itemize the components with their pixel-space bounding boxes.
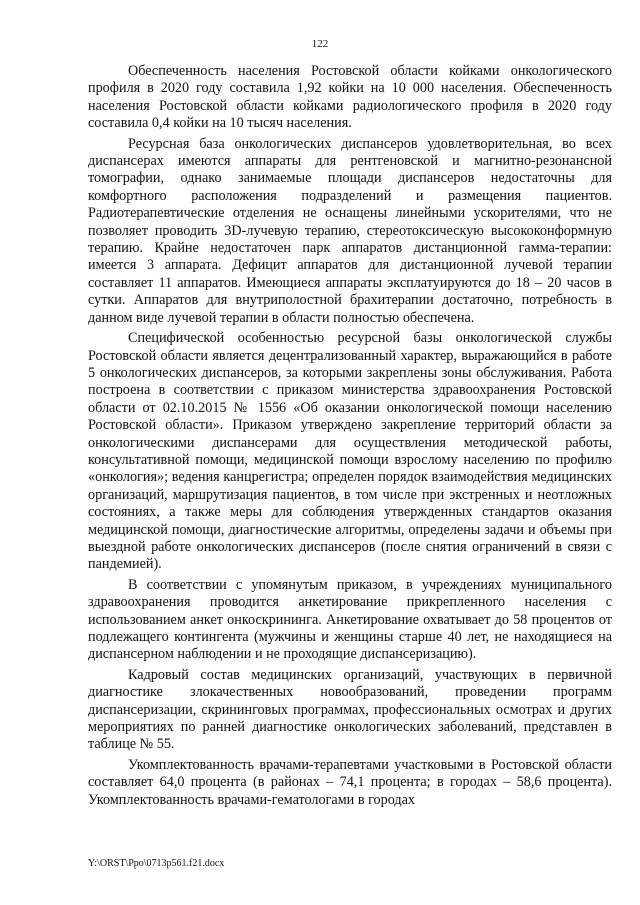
paragraph-resource-base: Ресурсная база онкологических диспансеров удовлетворительная, во всех диспансерах имеются аппараты для рентгеновской и магнитно-резонансной томографии, однако занимаемые площади диспансеров недостаточны для комфортного расположения подразделений и размещения пациентов. Радиотерапевтические отделения не оснащены линейными ускорителями, что не позволяет проводить 3D-лучевую терапию, стереотоксическую высококонформную терапию. Крайне недостаточен парк аппаратов дистанционной гамма-терапии: имеется 3 аппарата. Дефицит аппаратов для дистанционной лучевой терапии составляет 11 аппаратов. Имеющиеся аппараты эксплатуируются до 18 – 20 часов в сутки. Аппаратов для внутриполостной брахитерапии достаточно, потребность в данном виде лучевой терапии в области полностью обеспечена.: [88, 135, 612, 326]
document-body: [88, 63, 612, 812]
paragraph-decentralization: Специфической особенностью ресурсной базы онкологической службы Ростовской области является децентрализованный характер, выражающийся в работе 5 онкологических диспансеров, за которыми закреплены зоны обслуживания. Работа построена в соответствии с приказом министерства здравоохранения Ростовской области от 02.10.2015 № 1556 «Об оказании онкологической помощи населению Ростовской области». Приказом утверждено закрепление территорий области за онкологическими диспансерами для осуществления методической работы, консультативной помощи, медицинской помощи взрослому населению по профилю «онкология»; ведения канцрегистра; определен порядок взаимодействия медицинских организаций, маршрутизация пациентов, в том числе при экстренных и неотложных состояниях, а также меры для соблюдения утвержденных стандартов оказания медицинской помощи, диагностические алгоритмы, определены задачи и объемы при выездной работе онкологических диспансеров (после снятия ограничений в связи с пандемией).: [88, 330, 612, 573]
page-number: 122: [311, 38, 329, 50]
paragraph-screening-survey: В соответствии с упомянутым приказом, в учреждениях муниципального здравоохранения проводится анкетирование прикрепленного населения с использованием анкет онкоскрининга. Анкетирование охватывает до 58 процентов от подлежащего контингента (мужчины и женщины старше 40 лет, не находящиеся на диспансерном наблюдении и не проходящие диспансеризацию).: [88, 576, 612, 663]
paragraph-therapist-staffing: Укомплектованность врачами-терапевтами участковыми в Ростовской области составляет 64,0 процента (в районах – 74,1 процента; в городах – 58,6 процента). Укомплектованность врачами-гематологами в городах: [88, 756, 612, 808]
paragraph-bed-supply: Обеспеченность населения Ростовской области койками онкологического профиля в 2020 году составила 1,92 койки на 10 000 населения. Обеспеченность населения Ростовской области койками радиологического профиля в 2020 году составила 0,4 койки на 10 тысяч населения.: [88, 63, 612, 132]
footer-file-path: Y:\ORST\Ppo\0713p561.f21.docx: [88, 858, 225, 869]
paragraph-staffing: Кадровый состав медицинских организаций, участвующих в первичной диагностике злокачественных новообразований, проведении программ диспансеризации, скрининговых программах, профессиональных осмотрах и других мероприятиях по ранней диагностике онкологических заболеваний, представлен в таблице № 55.: [88, 666, 612, 753]
